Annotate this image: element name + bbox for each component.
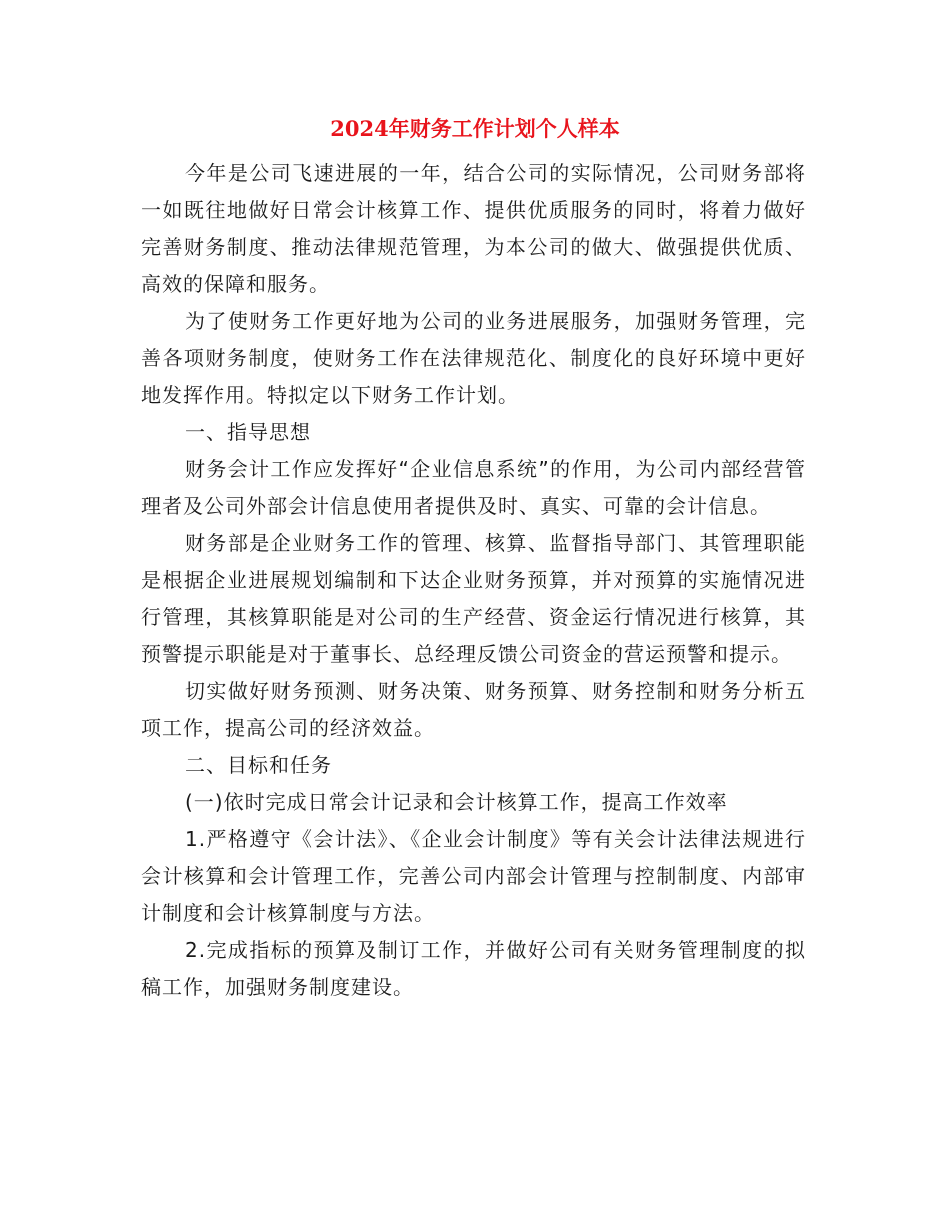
paragraph-accounting-role: 财务会计工作应发挥好“企业信息系统”的作用，为公司内部经营管理者及公司外部会计信息使用者提供及时、真实、可靠的会计信息。 xyxy=(141,457,806,518)
list-item-2: 2.完成指标的预算及制订工作，并做好公司有关财务管理制度的拟稿工作，加强财务制度建设。 xyxy=(141,938,806,999)
document-title: 2024年财务工作计划个人样本 xyxy=(330,116,620,141)
section-heading-goals-tasks: 二、目标和任务 xyxy=(185,753,332,777)
subsection-heading-daily-accounting: (一)依时完成日常会计记录和会计核算工作，提高工作效率 xyxy=(185,790,728,814)
paragraph-purpose: 为了使财务工作更好地为公司的业务进展服务，加强财务管理，完善各项财务制度，使财务工作在法律规范化、制度化的良好环境中更好地发挥作用。特拟定以下财务工作计划。 xyxy=(141,309,806,407)
section-heading-guiding-ideology: 一、指导思想 xyxy=(185,420,311,444)
paragraph-department-functions: 财务部是企业财务工作的管理、核算、监督指导部门、其管理职能是根据企业进展规划编制和下达企业财务预算，并对预算的实施情况进行管理，其核算职能是对公司的生产经营、资金运行情况进行核算，其预警提示职能是对于董事长、总经理反馈公司资金的营运预警和提示。 xyxy=(141,531,806,666)
list-item-1: 1.严格遵守《会计法》、《企业会计制度》等有关会计法律法规进行会计核算和会计管理工作，完善公司内部会计管理与控制制度、内部审计制度和会计核算制度与方法。 xyxy=(141,827,806,925)
document-body xyxy=(141,155,806,1006)
paragraph-five-tasks: 切实做好财务预测、财务决策、财务预算、财务控制和财务分析五项工作，提高公司的经济效益。 xyxy=(141,679,806,740)
paragraph-intro: 今年是公司飞速进展的一年，结合公司的实际情况，公司财务部将一如既往地做好日常会计核算工作、提供优质服务的同时，将着力做好完善财务制度、推动法律规范管理，为本公司的做大、做强提供优质、高效的保障和服务。 xyxy=(141,161,806,296)
